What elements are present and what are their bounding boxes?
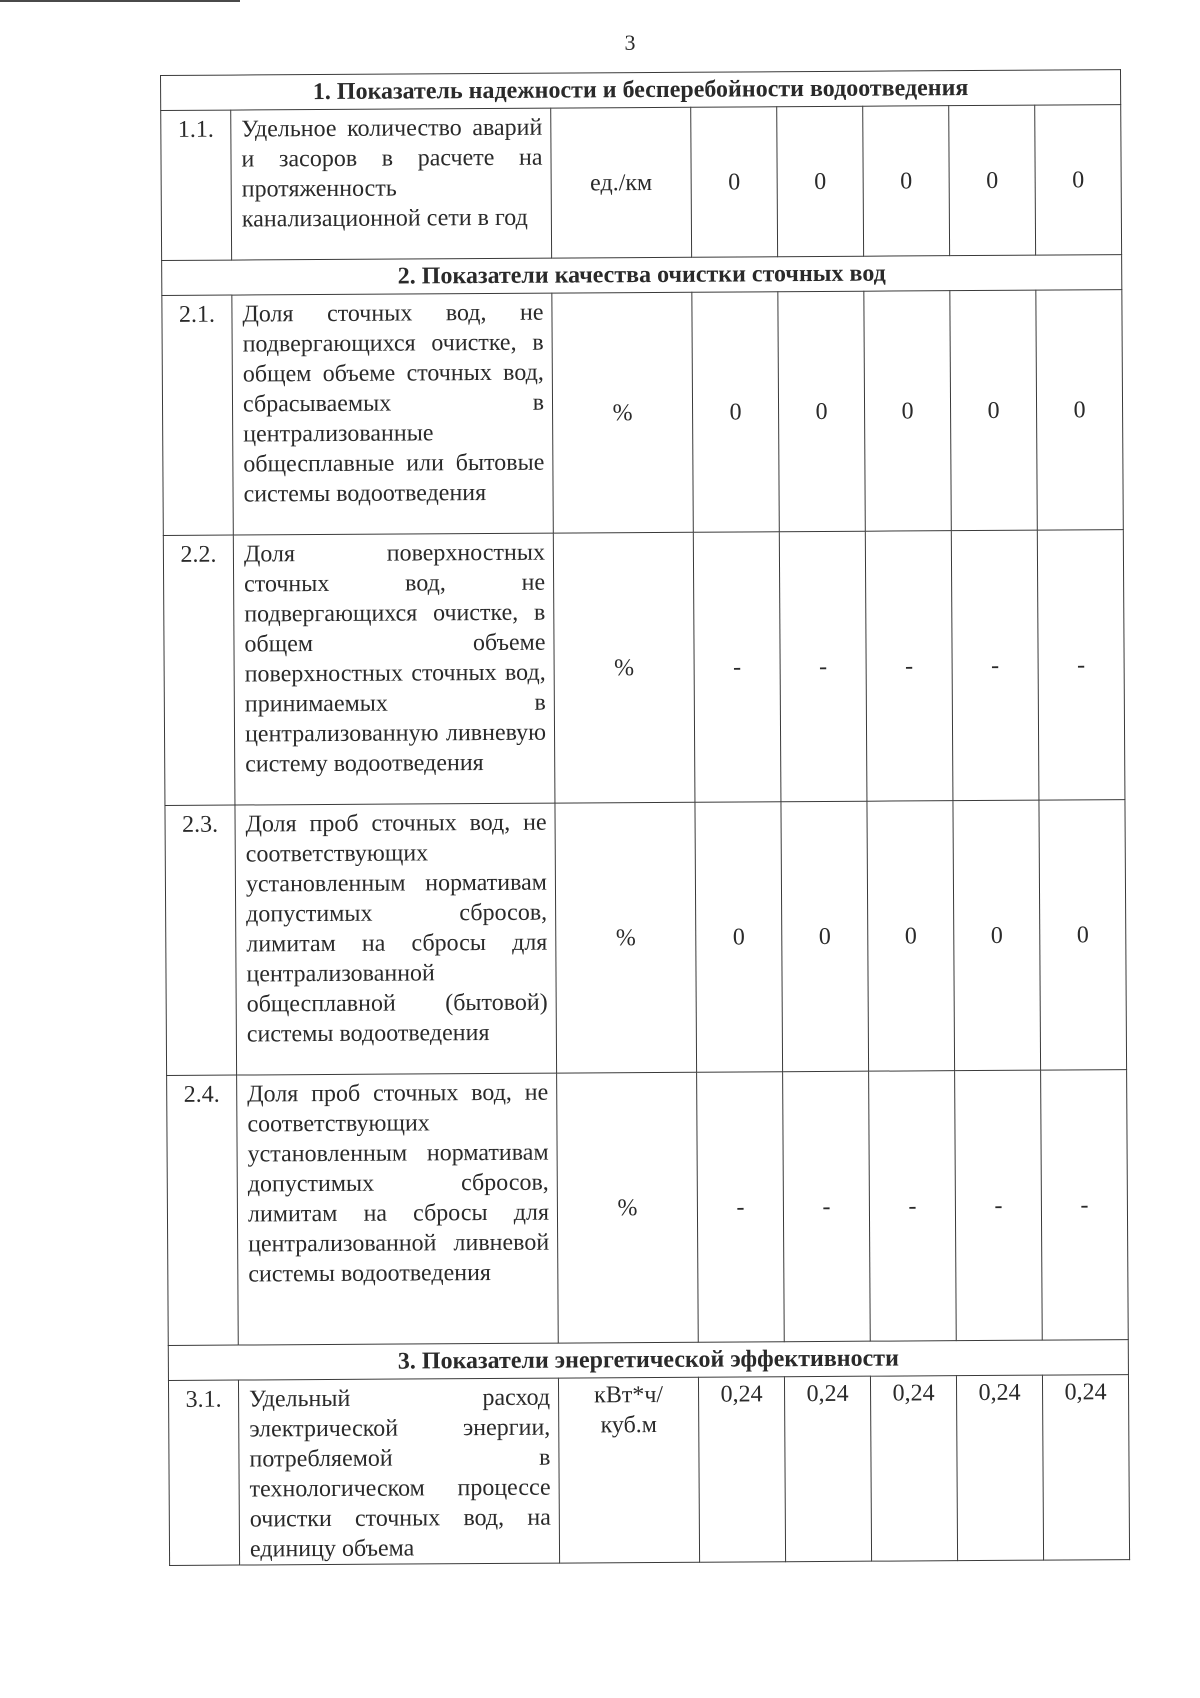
page-number: 3 [624,30,636,55]
table-row [167,1070,1129,1346]
row-description: Доля проб сточных вод, не соответствующих установленным нормативам допустимых сбросов, лимитам на сбросы для централизованной общесплавной (бытовой) системы водоотведения [235,803,557,1075]
table-row [161,105,1122,261]
row-value: 0 [695,802,783,1073]
row-unit: % [555,802,697,1073]
row-description: Доля сточных вод, не подвергающихся очистке, в общем объеме сточных вод, сбрасываемых в централизованные общесплавные или бытовые системы водоотведения [232,293,553,535]
row-value: 0 [863,106,950,257]
row-value: - [779,531,867,802]
row-value: 0 [692,292,779,533]
section-title: 3. Показатели энергетической эффективности [168,1340,1128,1381]
table-row [162,290,1123,536]
row-value: - [865,531,953,802]
row-value: - [869,1071,957,1342]
row-unit: % [557,1072,699,1343]
section-title: 1. Показатель надежности и бесперебойности водоотведения [161,70,1121,111]
indicators-table [160,69,1130,1566]
row-value: 0,24 [784,1376,871,1562]
row-value: 0 [950,290,1037,531]
section-header-row [162,255,1122,296]
row-unit: % [553,532,695,803]
row-value: 0 [1039,800,1127,1071]
row-value: 0 [867,801,955,1072]
row-value: 0 [864,291,951,532]
row-value: 0,24 [1042,1375,1129,1561]
row-value: 0 [777,106,864,257]
table-row [163,530,1125,806]
row-description: Удельное количество аварий и засоров в расчете на протяженность канализационной сети в год [231,108,552,260]
row-value: - [783,1071,871,1342]
row-value: 0 [1035,105,1122,256]
row-unit: ед./км [551,107,692,258]
row-description: Удельный расход электрической энергии, потребляемой в технологическом процессе очистки сточных вод, на единицу объема [238,1378,559,1565]
row-value: - [693,532,781,803]
row-number: 2.2. [163,535,235,805]
row-description: Доля поверхностных сточных вод, не подвергающихся очистке, в общем объеме поверхностных сточных вод, принимаемых в централизованную ливневую систему водоотведения [233,533,555,805]
row-description: Доля проб сточных вод, не соответствующих установленным нормативам допустимых сбросов, лимитам на сбросы для централизованной ливневой системы водоотведения [237,1073,559,1345]
row-number: 2.4. [167,1075,239,1345]
row-number: 3.1. [168,1380,239,1565]
row-value: - [951,530,1039,801]
table-row [165,800,1127,1076]
row-value: 0,24 [698,1377,785,1563]
row-value: 0 [949,105,1036,256]
section-header-row [161,70,1121,111]
row-value: 0 [778,291,865,532]
row-unit: % [552,292,693,533]
row-value: 0 [781,801,869,1072]
row-unit: кВт*ч/ куб.м [558,1377,699,1563]
row-value: 0 [953,800,1041,1071]
row-value: 0,24 [870,1376,957,1562]
row-value: - [955,1070,1043,1341]
row-number: 2.3. [165,805,237,1075]
section-title: 2. Показатели качества очистки сточных вод [162,255,1122,296]
row-value: - [1041,1070,1129,1341]
section-header-row [168,1340,1128,1381]
row-value: 0,24 [956,1375,1043,1561]
row-value: - [1037,530,1125,801]
row-value: - [697,1072,785,1343]
scan-edge-line [0,0,240,2]
row-number: 1.1. [161,110,232,260]
table-row [168,1375,1129,1566]
row-value: 0 [691,107,778,258]
row-number: 2.1. [162,295,233,535]
row-value: 0 [1036,290,1123,531]
